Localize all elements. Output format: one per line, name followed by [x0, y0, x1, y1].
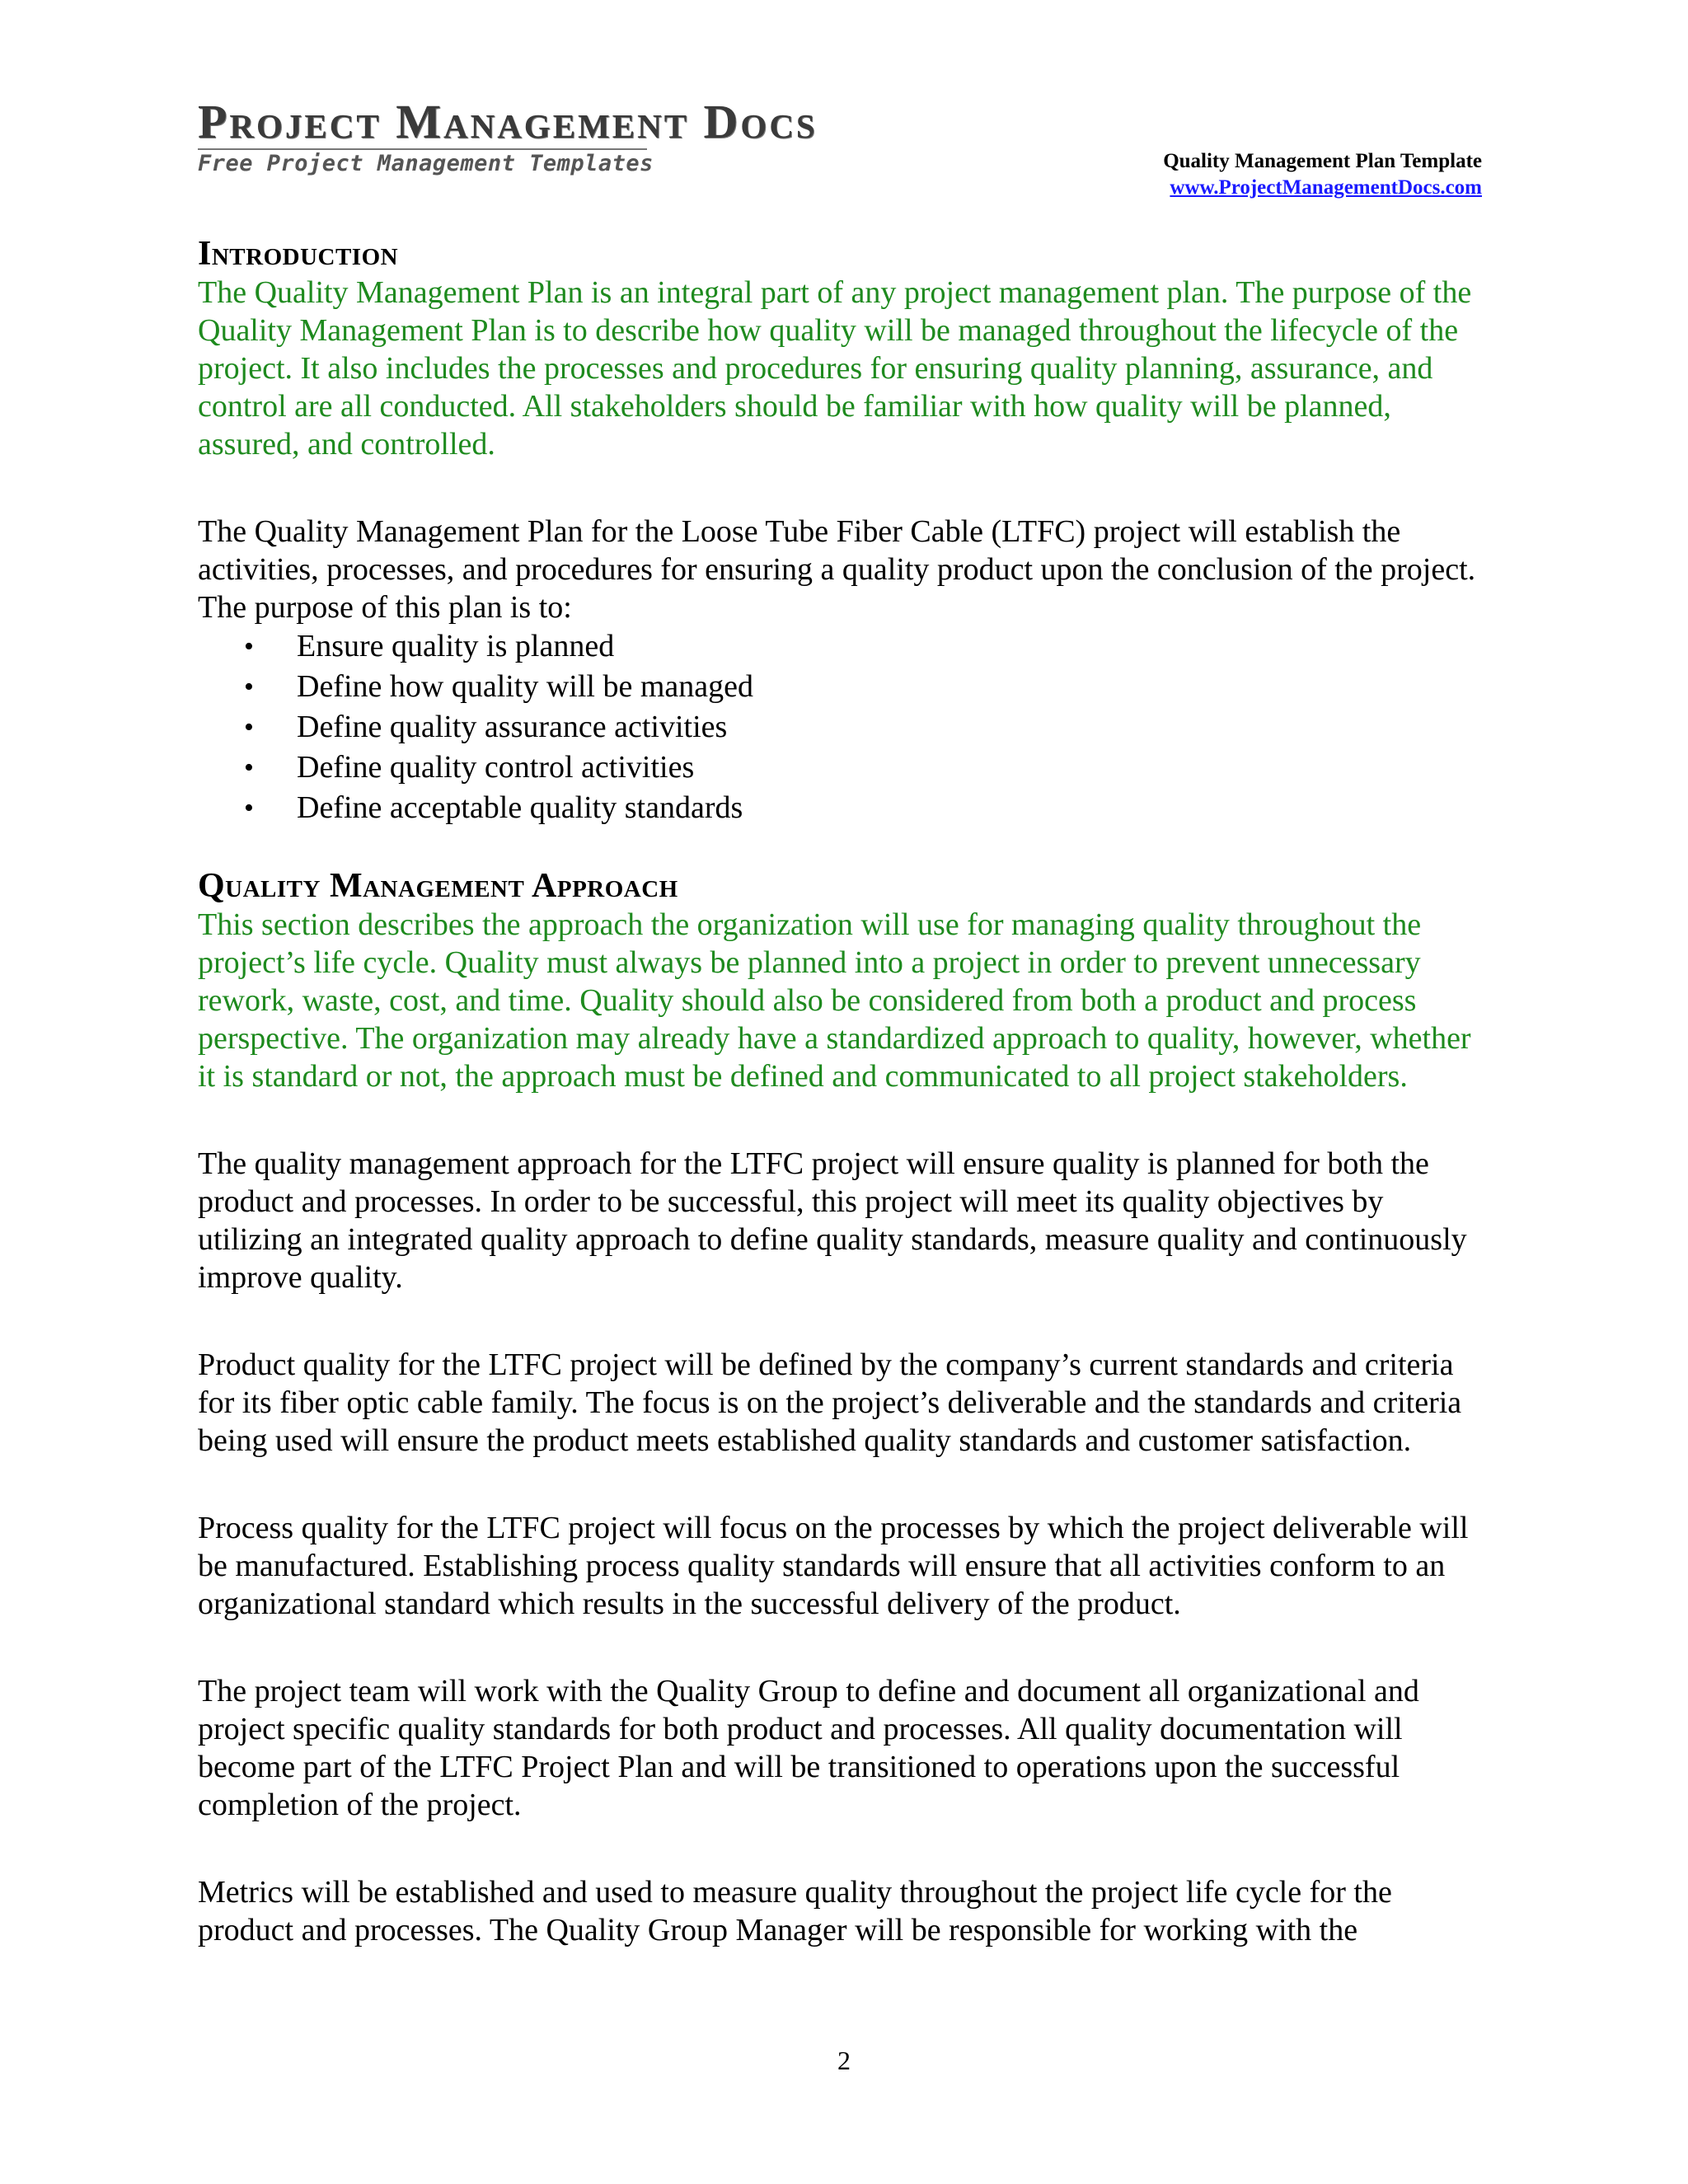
approach-paragraph: Metrics will be established and used to measure quality throughout the project life cycle for the product and processes. The Quality Group Manager will be responsible for working with the: [198, 1875, 1392, 1947]
approach-heading: Quality Management Approach: [198, 867, 678, 905]
approach-section: [198, 866, 1492, 1949]
bullet-icon: •: [244, 631, 254, 662]
logo-tagline: Free Project Management Templates: [198, 151, 654, 176]
list-item: • Define how quality will be managed: [198, 667, 1492, 707]
approach-paragraph: The project team will work with the Quality Group to define and document all organizational and project specific quality standards for both product and processes. All quality documentation will become part of the LTFC Project Plan and will be transitioned to operations upon the successful completion of the project.: [198, 1674, 1419, 1822]
page-header: [1163, 148, 1482, 201]
approach-paragraph: Process quality for the LTFC project will focus on the processes by which the project deliverable will be manufactured. Establishing process quality standards will ensure that all activities conform to an organizational standard which results in the successful delivery of the product.: [198, 1511, 1469, 1621]
approach-guidance: This section describes the approach the organization will use for managing quality throughout the project’s life cycle. Quality must always be planned into a project in order to prevent unnecessary rework, waste, cost, and time. Quality should also be considered from both a product and process perspective. The organization may already have a standardized approach to quality, however, whether it is standard or not, the approach must be defined and communicated to all project stakeholders.: [198, 907, 1471, 1094]
approach-paragraph: Product quality for the LTFC project will be defined by the company’s current standards and criteria for its fiber optic cable family. The focus is on the project’s deliverable and the standards and criteria being used will ensure the product meets established quality standards and customer satisfaction.: [198, 1347, 1462, 1458]
bullet-icon: •: [244, 793, 254, 823]
company-logo: [198, 95, 818, 178]
purpose-list: [198, 626, 1492, 828]
bullet-icon: •: [244, 752, 254, 783]
list-item: • Define quality assurance activities: [198, 707, 1492, 748]
introduction-guidance: The Quality Management Plan is an integral part of any project management plan. The purpose of the Quality Management Plan is to describe how quality will be managed throughout the lifecycle of the project. It also includes the processes and procedures for ensuring quality planning, assurance, and control are all conducted. All stakeholders should be familiar with how quality will be planned, assured, and controlled.: [198, 275, 1472, 462]
bullet-icon: •: [244, 672, 254, 702]
document-body: [198, 234, 1492, 1949]
list-item: • Define acceptable quality standards: [198, 788, 1492, 828]
introduction-section: [198, 234, 1492, 828]
approach-paragraph: The quality management approach for the LTFC project will ensure quality is planned for both the product and processes. In order to be successful, this project will meet its quality objectives by utilizing an integrated quality approach to define quality standards, measure quality and continuously improve quality.: [198, 1146, 1467, 1295]
introduction-body: The Quality Management Plan for the Loose Tube Fiber Cable (LTFC) project will establish the activities, processes, and procedures for ensuring a quality product upon the conclusion of the project. The purpose of this plan is to:: [198, 514, 1476, 625]
introduction-heading: Introduction: [198, 235, 399, 273]
website-link[interactable]: www.ProjectManagementDocs.com: [1170, 176, 1482, 199]
list-item: • Ensure quality is planned: [198, 626, 1492, 667]
list-item: • Define quality control activities: [198, 748, 1492, 788]
bullet-icon: •: [244, 712, 254, 743]
document-title: Quality Management Plan Template: [1163, 150, 1482, 172]
page-number: 2: [837, 2046, 851, 2075]
logo-title: Project Management Docs: [198, 95, 818, 148]
